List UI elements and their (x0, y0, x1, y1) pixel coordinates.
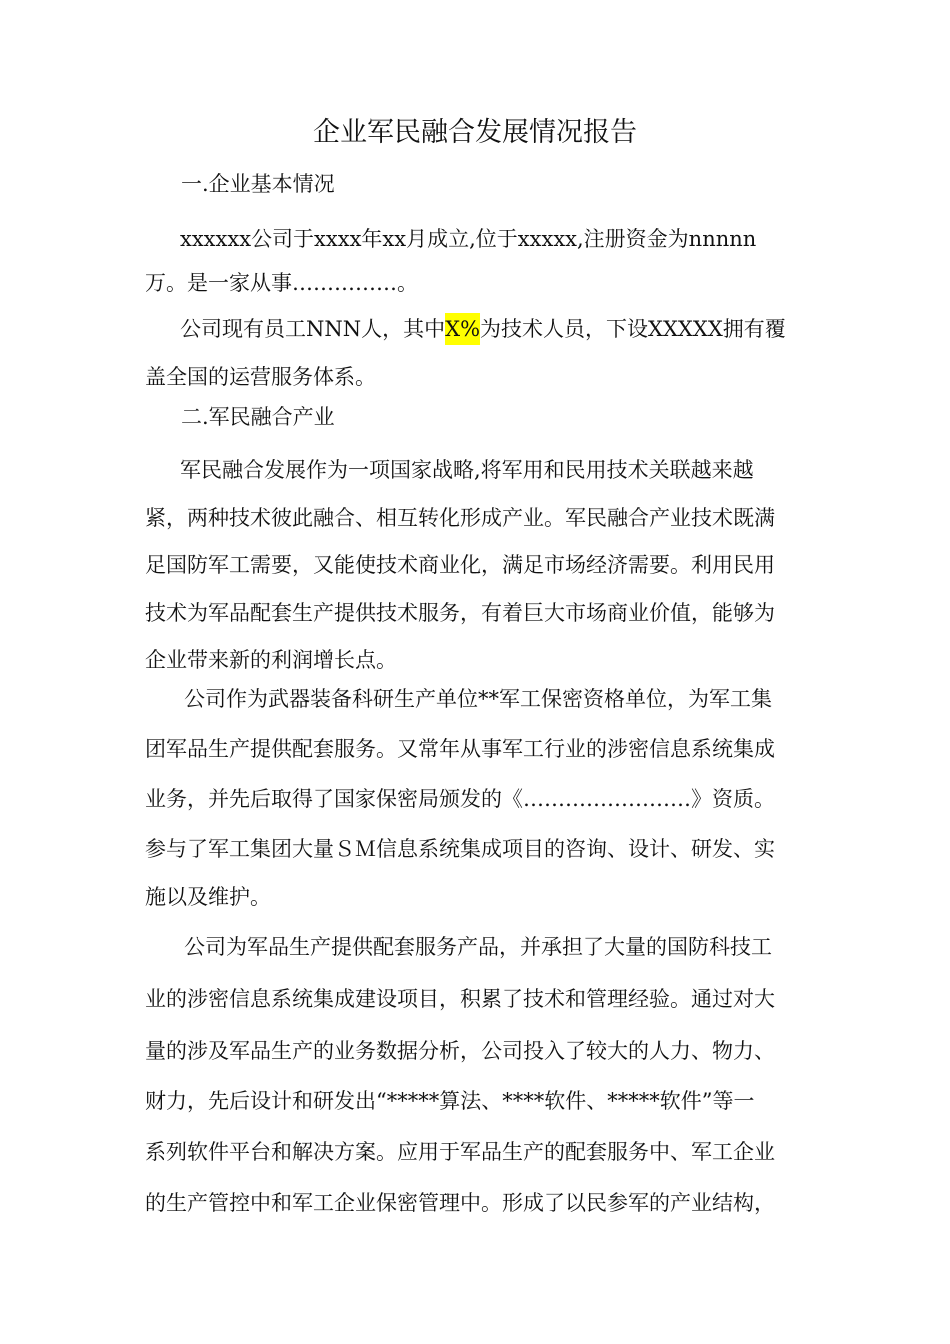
section-heading-1: 一.企业基本情况 (181, 172, 335, 196)
paragraph-3-line-5: 企业带来新的利润增长点。 (145, 648, 397, 672)
paragraph-5-line-3: 量的涉及军品生产的业务数据分析，公司投入了较大的人力、物力、 (145, 1039, 775, 1063)
paragraph-3-line-2: 紧，两种技术彼此融合、相互转化形成产业。军民融合产业技术既满 (145, 506, 775, 530)
paragraph-4-line-5: 施以及维护。 (145, 885, 271, 909)
paragraph-5-line-2: 业的涉密信息系统集成建设项目，积累了技术和管理经验。通过对大 (145, 987, 775, 1011)
document-title: 企业军民融合发展情况报告 (313, 117, 637, 148)
paragraph-4-line-1: 公司作为武器装备科研生产单位**军工保密资格单位，为军工集 (184, 687, 772, 711)
paragraph-1-line-2: 万。是一家从事……………。 (145, 271, 418, 295)
paragraph-3-line-3: 足国防军工需要，又能使技术商业化，满足市场经济需要。利用民用 (145, 553, 775, 577)
paragraph-3-line-4: 技术为军品配套生产提供技术服务，有着巨大市场商业价值，能够为 (145, 601, 775, 625)
paragraph-5-line-5: 系列软件平台和解决方案。应用于军品生产的配套服务中、军工企业 (145, 1140, 775, 1164)
paragraph-2-text-before: 公司现有员工NNN人，其中 (180, 317, 446, 341)
paragraph-5-line-1: 公司为军品生产提供配套服务产品，并承担了大量的国防科技工 (184, 935, 772, 959)
highlighted-percentage: X% (445, 313, 480, 345)
paragraph-4-line-2: 团军品生产提供配套服务。又常年从事军工行业的涉密信息系统集成 (145, 737, 775, 761)
paragraph-2-line-2: 盖全国的运营服务体系。 (145, 365, 376, 389)
paragraph-3-line-1: 军民融合发展作为一项国家战略,将军用和民用技术关联越来越 (180, 458, 754, 482)
paragraph-4-line-4: 参与了军工集团大量ＳＭ信息系统集成项目的咨询、设计、研发、实 (145, 837, 775, 861)
paragraph-5-line-6: 的生产管控中和军工企业保密管理中。形成了以民参军的产业结构， (145, 1191, 775, 1215)
paragraph-1-line-1: xxxxxx公司于xxxx年xx月成立,位于xxxxx,注册资金为nnnnn (180, 227, 757, 251)
paragraph-2-line-1 (180, 314, 786, 344)
paragraph-4-line-3: 业务，并先后取得了国家保密局颁发的《……………………》资质。 (145, 787, 775, 811)
paragraph-2-text-after: 为技术人员，下设XXXXX拥有覆 (480, 317, 786, 341)
paragraph-5-line-4: 财力，先后设计和研发出“*****算法、****软件、*****软件”等一 (145, 1089, 755, 1113)
section-heading-2: 二.军民融合产业 (181, 405, 335, 429)
